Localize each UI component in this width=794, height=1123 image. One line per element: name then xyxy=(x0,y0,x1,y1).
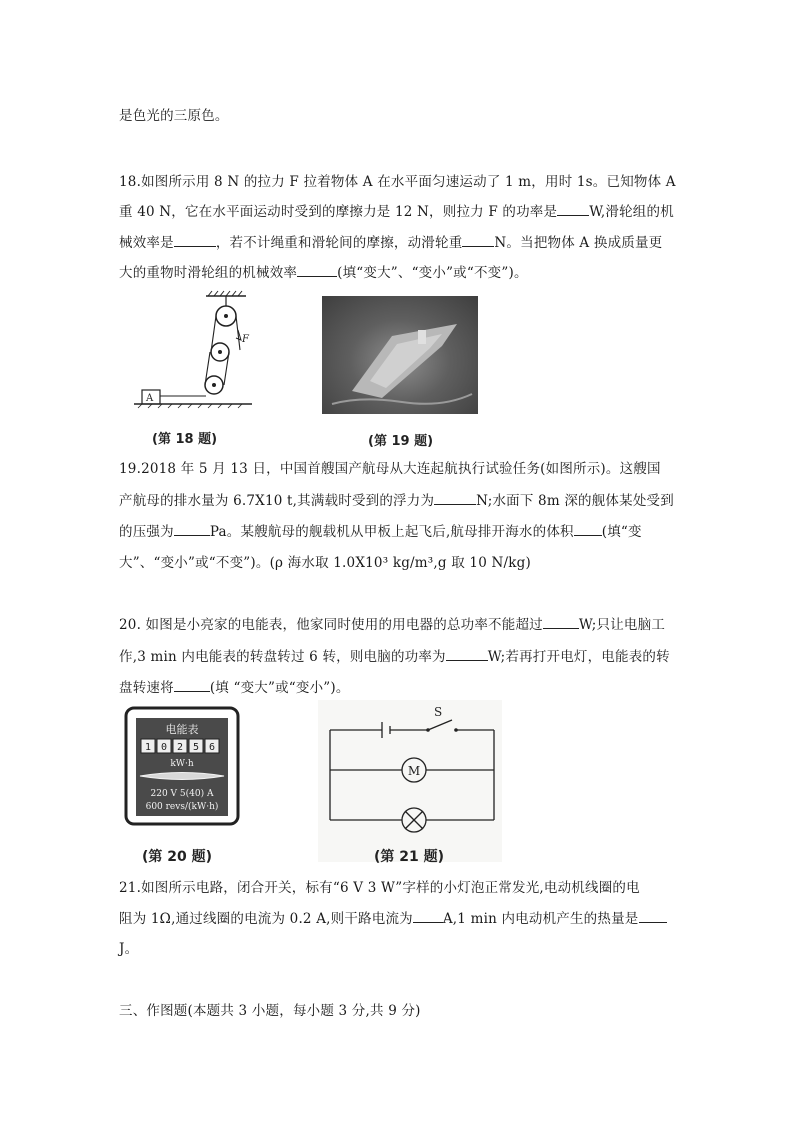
figure-20-meter xyxy=(124,706,240,826)
carrier-image xyxy=(322,296,478,414)
meter-digit: 5 xyxy=(192,742,200,753)
force-label: F xyxy=(242,334,249,345)
meter-title: 电能表 xyxy=(165,723,199,736)
figure-18-pulley xyxy=(128,290,258,420)
answer-blank[interactable] xyxy=(543,615,579,629)
motor-label: M xyxy=(407,764,421,778)
question-20-line-3: 盘转速将 (填 “变大”或“变小”)。 xyxy=(119,680,350,696)
question-18-line-3: 械效率是 ，若不计绳重和滑轮间的摩擦，动滑轮重 N。当把物体 A 换成质量更 xyxy=(119,235,663,251)
answer-blank[interactable] xyxy=(639,909,667,923)
question-21-line-1: 21.如图所示电路，闭合开关，标有“6 V 3 W”字样的小灯泡正常发光,电动机线圈的电 xyxy=(119,880,640,896)
section-heading: 三、作图题(本题共 3 小题，每小题 3 分,共 9 分) xyxy=(119,1003,421,1019)
answer-blank[interactable] xyxy=(174,233,216,247)
answer-blank[interactable] xyxy=(297,263,337,277)
question-19-line-3: 的压强为 Pa。某艘航母的舰载机从甲板上起飞后,航母排开海水的体积 (填“变 xyxy=(119,524,642,540)
answer-blank[interactable] xyxy=(413,909,443,923)
meter-rating: 220 V 5(40) A xyxy=(150,789,214,799)
answer-blank[interactable] xyxy=(557,202,589,216)
meter-unit: kW·h xyxy=(170,759,194,769)
question-18-line-1: 18.如图所示用 8 N 的拉力 F 拉着物体 A 在水平面匀速运动了 1 m，用时 1s。已知物体 A xyxy=(119,174,676,190)
question-18-line-2: 重 40 N，它在水平面运动时受到的摩擦力是 12 N，则拉力 F 的功率是 W,滑轮组的机 xyxy=(119,204,674,220)
meter-digit: 0 xyxy=(160,742,168,753)
meter-digit: 6 xyxy=(208,742,216,753)
question-19-line-1: 19.2018 年 5 月 13 日，中国首艘国产航母从大连起航执行试验任务(如图所示)。这艘国 xyxy=(119,461,661,477)
answer-blank[interactable] xyxy=(446,647,488,661)
figure-21-caption: (第 21 题) xyxy=(374,849,445,865)
question-20-line-2: 作,3 min 内电能表的转盘转过 6 转，则电脑的功率为 W;若再打开电灯，电能表的转 xyxy=(119,649,670,665)
switch-label: S xyxy=(434,705,443,719)
meter-digits xyxy=(141,739,219,753)
question-21-line-3: J。 xyxy=(119,941,139,957)
meter-digit: 1 xyxy=(144,742,152,753)
figure-18-caption: (第 18 题) xyxy=(152,432,218,447)
figure-21-circuit xyxy=(318,700,502,862)
answer-blank[interactable] xyxy=(174,522,210,536)
block-label: A xyxy=(146,393,154,404)
question-20-line-1: 20. 如图是小亮家的电能表，他家同时使用的用电器的总功率不能超过 W;只让电脑工 xyxy=(119,617,666,633)
question-19-line-2: 产航母的排水量为 6.7X10 t,其满载时受到的浮力为 N;水面下 8m 深的舰体某处受到 xyxy=(119,493,674,509)
figure-20-caption: (第 20 题) xyxy=(142,849,213,865)
meter-digit: 2 xyxy=(176,742,184,753)
answer-blank[interactable] xyxy=(434,491,476,505)
question-21-line-2: 阻为 1Ω,通过线圈的电流为 0.2 A,则干路电流为 A,1 min 内电动机产生的热量是 xyxy=(119,907,667,927)
answer-blank[interactable] xyxy=(574,522,602,536)
answer-blank[interactable] xyxy=(174,678,210,692)
text-line: 是色光的三原色。 xyxy=(119,108,229,124)
question-18-line-4: 大的重物时滑轮组的机械效率 (填“变大”、“变小”或“不变”)。 xyxy=(119,265,528,281)
answer-blank[interactable] xyxy=(462,233,494,247)
figure-19-caption: (第 19 题) xyxy=(368,434,434,449)
figure-19-photo xyxy=(322,296,478,414)
meter-revs: 600 revs/(kW·h) xyxy=(145,802,219,812)
question-19-line-4: 大”、“变小”或“不变”)。(ρ 海水取 1.0X10³ kg/m³,g 取 10 N/kg) xyxy=(119,555,531,571)
